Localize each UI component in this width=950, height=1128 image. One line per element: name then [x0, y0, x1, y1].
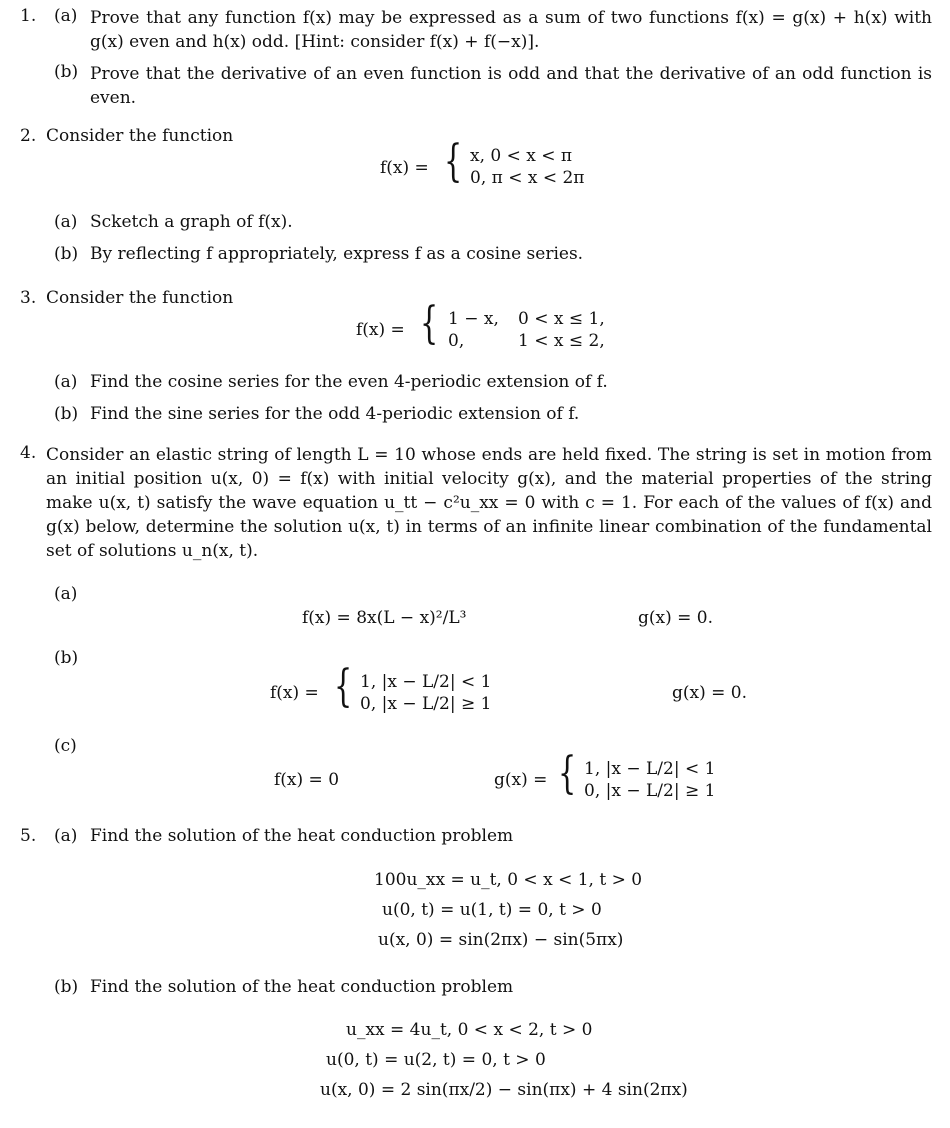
problem-4-text: Consider an elastic string of length L = 10 whose ends are held fixed. The string is set in motion from an initial position u(x, 0) = f(x) with initial velocity g(x), and the material properties of the string make u(x, t) satisfy the wave equation u_tt − c²u_xx = 0 with c = 1. For each of the values of f(x) and g(x) below, determine the solution u(x, t) in terms of an infinite linear combination of the fundamental set of solutions u_n(x, t). — [46, 445, 932, 561]
problem-5a-label: (a) — [54, 826, 78, 846]
problem-2b-text: By reflecting f appropriately, express f as a cosine series. — [90, 244, 584, 264]
problem-4b-case1: 1, |x − L/2| < 1 — [360, 672, 492, 692]
problem-4c-case1: 1, |x − L/2| < 1 — [584, 759, 716, 779]
problem-5b-text: Find the solution of the heat conduction problem — [90, 977, 514, 997]
problem-4a-f: f(x) = 8x(L − x)²/L³ — [302, 608, 467, 628]
problem-3a-label: (a) — [54, 372, 78, 392]
problem-4b-case2: 0, |x − L/2| ≥ 1 — [360, 694, 492, 714]
problem-3-case-exprs — [448, 308, 499, 352]
problem-4c-case2: 0, |x − L/2| ≥ 1 — [584, 781, 716, 801]
problem-3-case2-cond: 1 < x ≤ 2, — [518, 331, 605, 351]
problem-5a-eq2: u(0, t) = u(1, t) = 0, t > 0 — [382, 900, 602, 920]
problem-1-number: 1. — [20, 6, 37, 26]
problem-2-cases — [470, 145, 584, 189]
problem-2-number: 2. — [20, 126, 37, 146]
problem-2-intro: Consider the function — [46, 126, 234, 146]
problem-3-number: 3. — [20, 288, 37, 308]
problem-2-case2: 0, π < x < 2π — [470, 168, 585, 188]
problem-2a-label: (a) — [54, 212, 78, 232]
problem-4b-lhs: f(x) = — [270, 683, 319, 703]
problem-4b-cases — [360, 671, 491, 715]
problem-1b-label: (b) — [54, 62, 79, 82]
problem-5b-eq3: u(x, 0) = 2 sin(πx/2) − sin(πx) + 4 sin(2πx) — [320, 1080, 688, 1100]
problem-3-case-conds — [518, 308, 605, 352]
problem-4b-label: (b) — [54, 648, 79, 668]
problem-4c-brace: { — [558, 748, 577, 799]
problem-3-lhs: f(x) = — [356, 320, 405, 340]
problem-4b-brace: { — [334, 661, 353, 712]
problem-3a-text: Find the cosine series for the even 4-periodic extension of f. — [90, 372, 608, 392]
problem-4c-f: f(x) = 0 — [274, 770, 340, 790]
problem-4a-g: g(x) = 0. — [638, 608, 714, 628]
problem-5b-label: (b) — [54, 977, 79, 997]
problem-4c-lhs: g(x) = — [494, 770, 548, 790]
problem-3-case1-expr: 1 − x, — [448, 309, 499, 329]
problem-3-case2-expr: 0, — [448, 331, 465, 351]
problem-4a-label: (a) — [54, 584, 78, 604]
problem-5a-text: Find the solution of the heat conduction problem — [90, 826, 514, 846]
problem-1b-text: Prove that the derivative of an even function is odd and that the derivative of an odd function is even. — [90, 64, 932, 108]
problem-3-brace: { — [420, 298, 439, 349]
problem-3-case1-cond: 0 < x ≤ 1, — [518, 309, 605, 329]
problem-5a-eq1: 100u_xx = u_t, 0 < x < 1, t > 0 — [374, 870, 643, 890]
problem-3b-label: (b) — [54, 404, 79, 424]
problem-5b-eq1: u_xx = 4u_t, 0 < x < 2, t > 0 — [346, 1020, 593, 1040]
problem-5-number: 5. — [20, 826, 37, 846]
problem-1a-label: (a) — [54, 6, 78, 26]
problem-4c-label: (c) — [54, 736, 77, 756]
problem-2-case1: x, 0 < x < π — [470, 146, 573, 166]
problem-4-number: 4. — [20, 443, 37, 463]
problem-5a-eq3: u(x, 0) = sin(2πx) − sin(5πx) — [378, 930, 624, 950]
problem-4b-g: g(x) = 0. — [672, 683, 748, 703]
problem-4c-cases — [584, 758, 715, 802]
problem-1a-text: Prove that any function f(x) may be expressed as a sum of two functions f(x) = g(x) + h(x) with g(x) even and h(x) odd. [Hint: consider f(x) + f(−x)]. — [90, 8, 932, 52]
problem-2-brace: { — [444, 136, 463, 187]
problem-3-intro: Consider the function — [46, 288, 234, 308]
problem-2a-text: Scketch a graph of f(x). — [90, 212, 293, 232]
problem-3b-text: Find the sine series for the odd 4-periodic extension of f. — [90, 404, 580, 424]
problem-2b-label: (b) — [54, 244, 79, 264]
problem-2-lhs: f(x) = — [380, 158, 429, 178]
problem-5b-eq2: u(0, t) = u(2, t) = 0, t > 0 — [326, 1050, 546, 1070]
